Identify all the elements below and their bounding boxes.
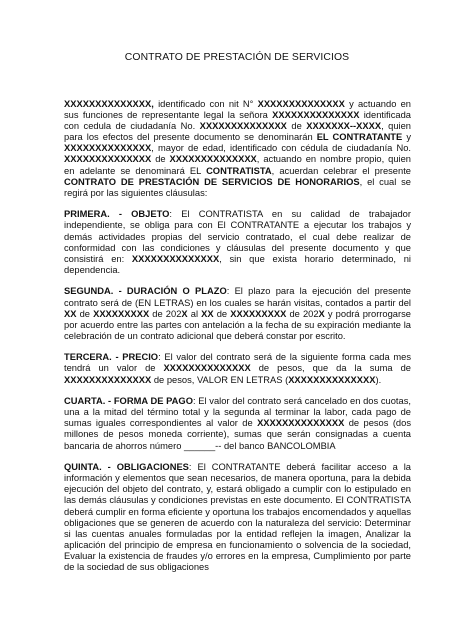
text-run: de [76,308,94,319]
text-run: , quien para los efectos del presente documento se denominarán [64,121,411,143]
text-run: , sin que exista horario determinado, ni dependencia. [64,253,411,275]
bold-text-run: XXXXXXXXXXXXXX [288,374,376,385]
text-run: de pesos, que da la suma de [250,363,411,374]
text-run: ). [375,374,382,385]
text-run: de pesos, VALOR EN LETRAS ( [151,374,289,385]
text-run: : El valor del contrato será de la siguiente forma cada mes tendrá un valor de [64,352,411,374]
text-run: de 202 [149,308,182,319]
text-run: de pesos (dos millones de pesos moneda corriente), sumas que serán consignadas a cuenta bancaria de ahorros número ______-- del banco BANCOLOMBIA [64,418,411,451]
text-run: , mayor de edad, identificado con cédula de ciudadanía No. [151,143,411,154]
intro-paragraph [64,99,411,199]
text-run: y podrá prorrogarse por acuerdo entre las partes con antelación a la fecha de su expiración mediante la celebración de un contrato adicional que deberá constar por escrito. [64,308,411,341]
bold-text-run: XXXXXXXXXXXXXX [272,110,360,121]
bold-text-run: PRIMERA. - OBJETO [64,209,170,220]
bold-text-run: XXXXXXXXXXXXXX [169,154,257,165]
text-run: y [402,132,411,143]
bold-text-run: XXXXXXXXXXXXXX, [64,99,154,109]
bold-text-run: CONTRATISTA [206,165,272,176]
bold-text-run: CUARTA. - FORMA DE PAGO [64,396,193,407]
bold-text-run: SEGUNDA. - DURACIÓN O PLAZO [64,286,227,297]
text-run: de [213,308,231,319]
clause-tercera [64,352,411,385]
bold-text-run: XXXXXXXXXXXXXX [131,253,220,264]
bold-text-run: EL CONTRATANTE [316,132,403,143]
bold-text-run: XXXXXXXXXXXXXX [64,143,152,154]
text-run: de 202 [286,308,319,319]
text-run: identificado con nit N° [153,99,258,109]
text-run: : El CONTRATISTA en su calidad de trabajador independiente, se obliga para con El CONTRATANTE a ejecutar los trabajos y demás actividades propias del servicio contratado, el cual debe realizar de conformidad con las condiciones y cláusulas del presente documento y que consistirá en: [64,209,411,264]
bold-text-run: XXXXXXXXXXXXXX [64,374,152,385]
text-run: y actuando en sus funciones de representante legal la señora [64,99,411,121]
text-run: , actuando en nombre propio, quien en adelante se denominará EL [64,154,412,176]
clause-cuarta [64,396,411,451]
bold-text-run: XXXXXXXXXXXXXX [199,121,287,132]
bold-text-run: X [181,308,188,319]
bold-text-run: XX [64,308,77,319]
clause-quinta [64,462,411,573]
bold-text-run: QUINTA. - OBLIGACIONES [64,462,189,473]
bold-text-run: XXXXXXXXXXXXXX [257,99,345,109]
bold-text-run: CONTRATO DE PRESTACIÓN DE SERVICIOS DE HONORARIOS [64,176,360,187]
text-run: , el cual se regirá por las siguientes cláusulas: [64,176,411,198]
bold-text-run: XX [201,308,214,319]
text-run: : El plazo para la ejecución del presente contrato será de (EN LETRAS) en los cuales se harán visitas, contados a partir del [64,286,411,308]
text-run: de [151,154,170,165]
text-run: : El CONTRATANTE deberá facilitar acceso a la información y elementos que sean necesarios, de manera oportuna, para la debida ejecución del objeto del contrato, y, estará obligado a cumplir con lo estipulado en las demás cláusulas y condiciones previstas en este documento. El CONTRATISTA deberá cumplir en forma eficiente y oportuna los trabajos encomendados y aquellas obligaciones que se generen de acuerdo con la naturaleza del servicio: Determinar si las cuentas anuales formuladas por la entidad reflejen la imagen, Analizar la aplicación del principio de empresa en funcionamiento o solvencia de la sociedad, Evaluar la existencia de fraudes y/o errores en la empresa, Cumplimiento por parte de la sociedad de sus obligaciones [64,462,412,572]
text-run: al [187,308,202,319]
bold-text-run: XXXXXXX--XXXX [306,121,382,132]
clause-primera [64,209,411,276]
document-title: CONTRATO DE PRESTACIÓN DE SERVICIOS [124,52,350,63]
clause-segunda [64,286,411,341]
bold-text-run: TERCERA. - PRECIO [64,352,159,363]
bold-text-run: XXXXXXXXX [230,308,287,319]
bold-text-run: XXXXXXXXXXXXXX [163,363,251,374]
bold-text-run: XXXXXXXXX [93,308,150,319]
bold-text-run: XXXXXXXXXXXXXX [64,154,152,165]
text-run: identificada con cedula de ciudadanía No. [64,110,411,132]
bold-text-run: XXXXXXXXXXXXXX [257,418,345,429]
text-run: , acuerdan celebrar el presente [271,165,411,176]
bold-text-run: X [318,308,325,319]
text-run: de [286,121,307,132]
document-body [64,99,411,584]
text-run: : El valor del contrato será cancelado en dos cuotas, una a la mitad del término total y la segunda al terminar la labor, cada pago de sumas iguales correspondientes al valor de [64,396,411,429]
